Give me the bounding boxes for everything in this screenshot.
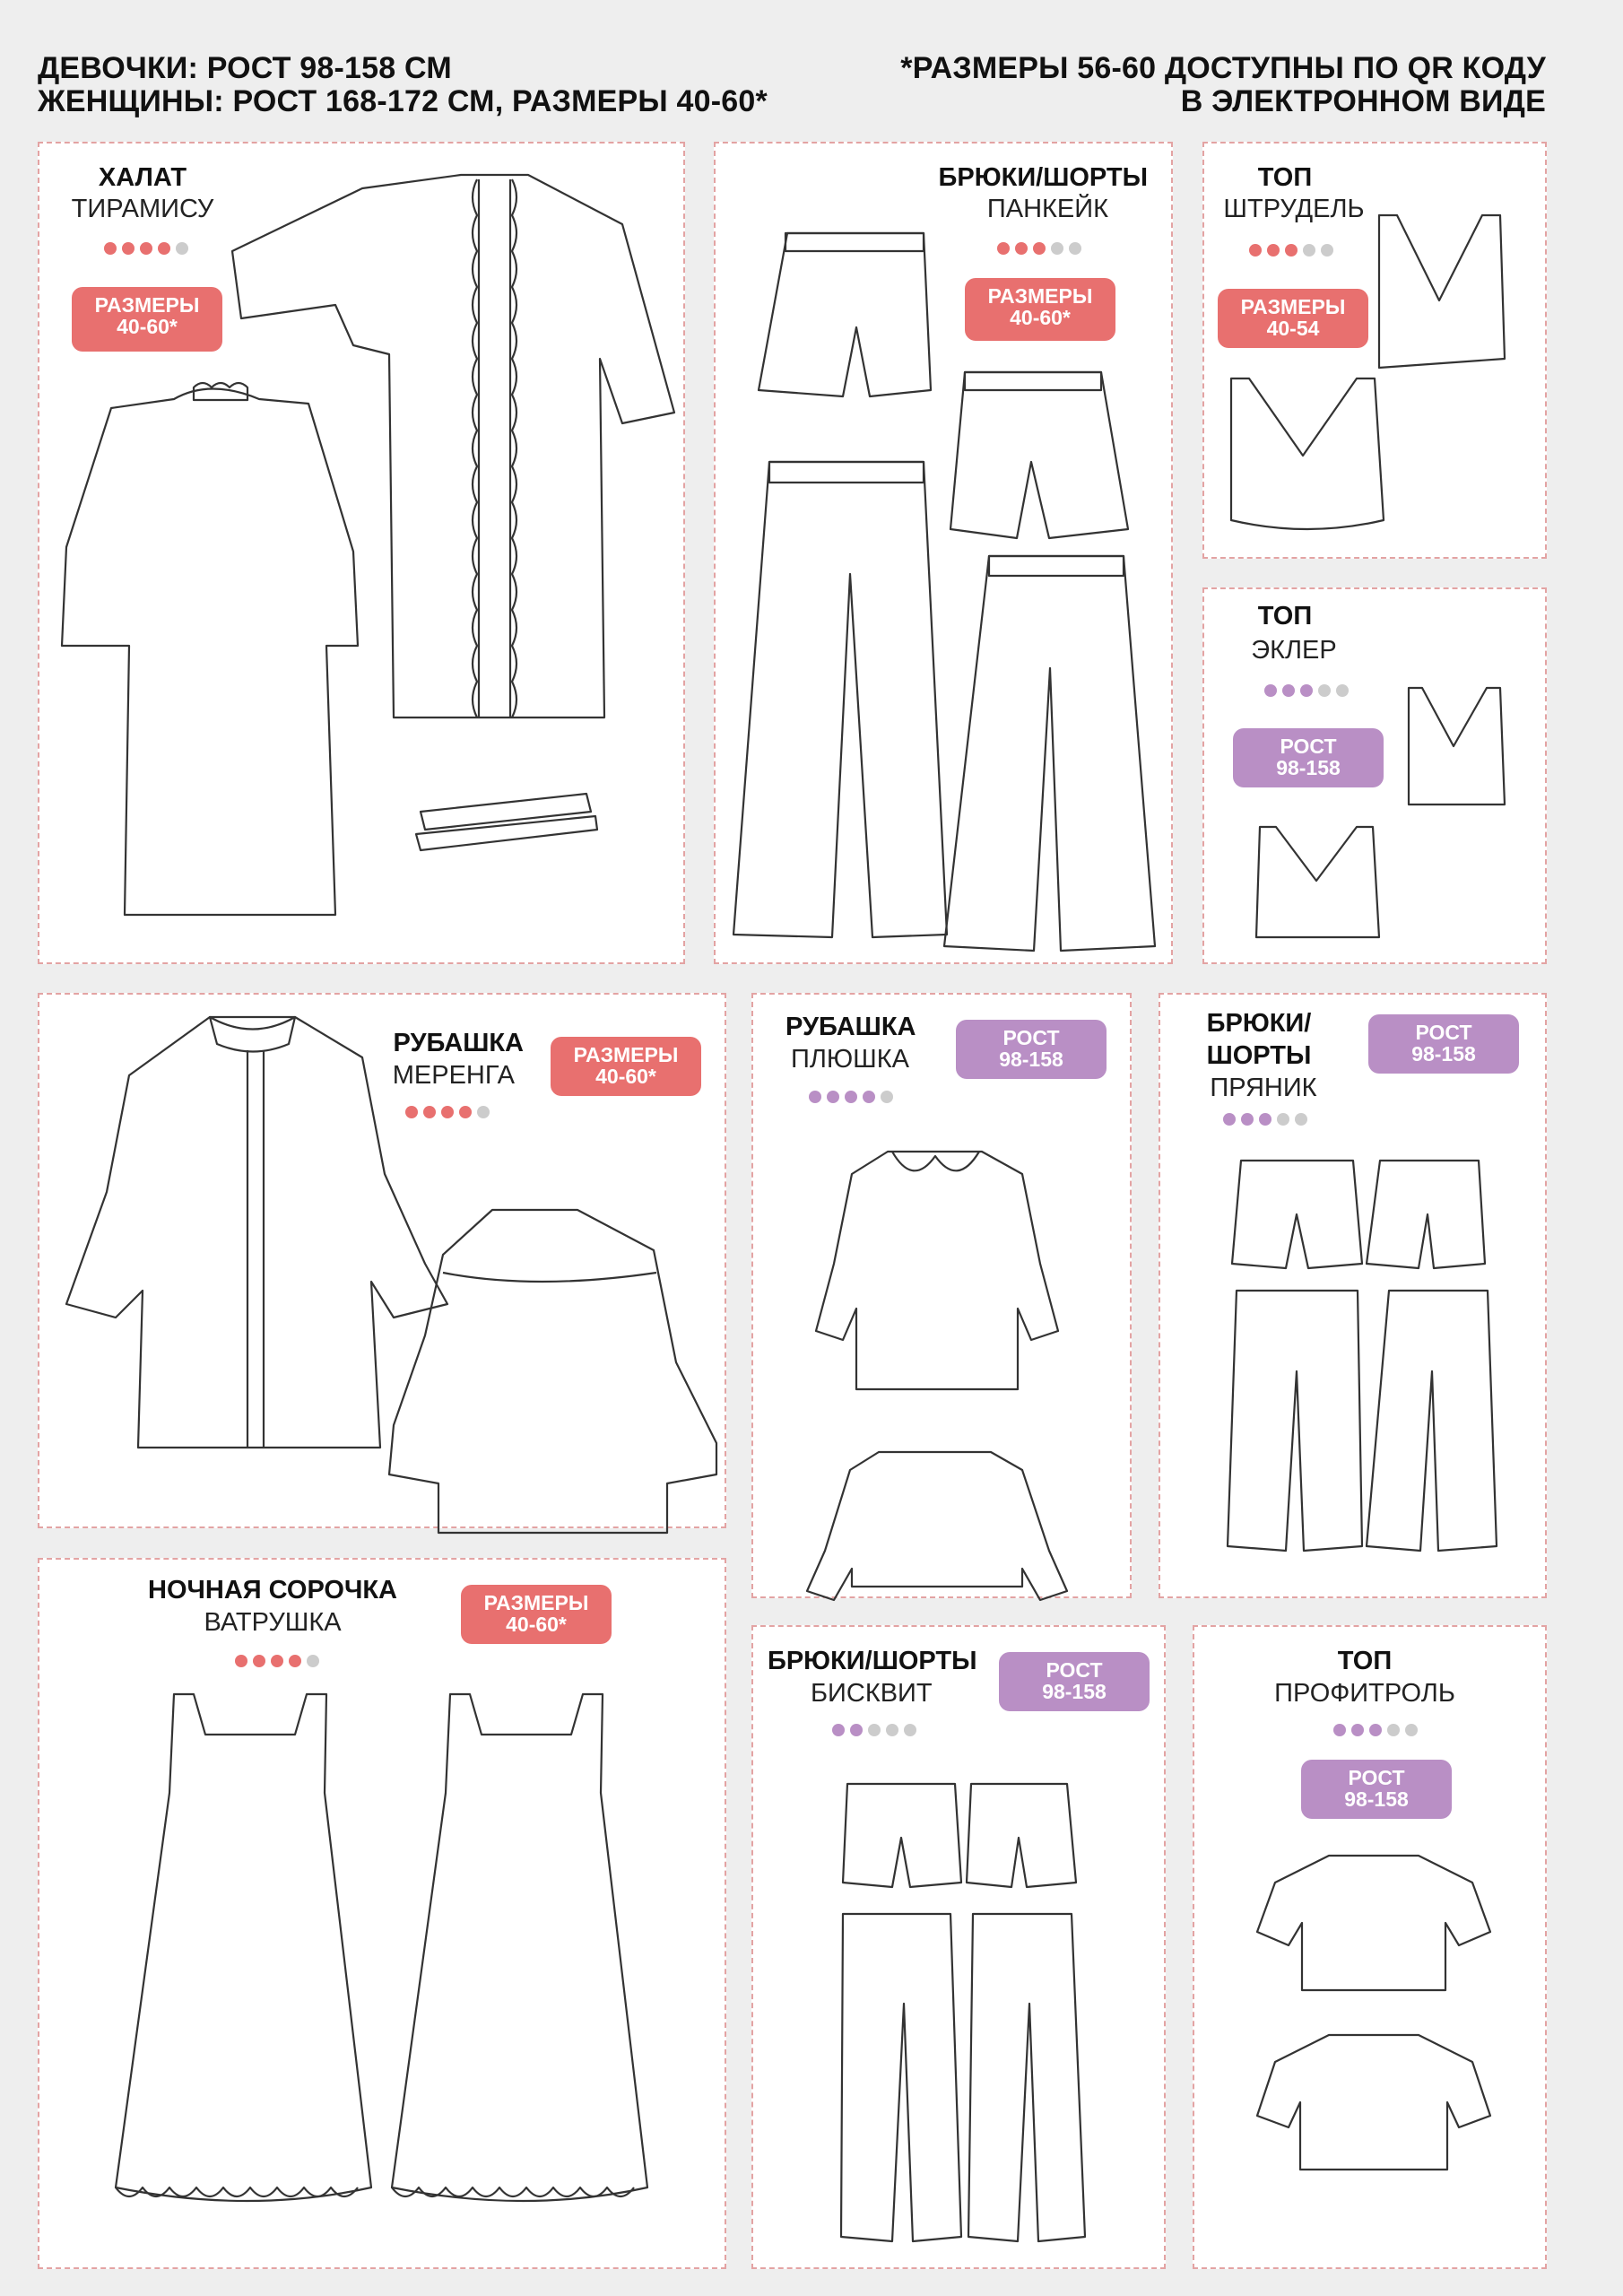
tee-back [1257,2035,1490,2170]
card-title: ТОП [1257,602,1313,631]
card-sorochka-vatrushka [38,1558,726,2269]
gingham-crop-top [1409,688,1505,804]
badge-line-1: РОСТ [1348,1766,1405,1789]
shirt-front [66,1017,447,1448]
card-model-name: ПЛЮШКА [791,1045,909,1074]
blouse-back [807,1452,1067,1600]
card-title: БРЮКИ/ШОРТЫ [938,163,1148,192]
card-title: ТОП [1257,163,1313,192]
shorts-2 [950,372,1128,538]
badge-line-2: 98-158 [1276,756,1341,779]
card-model-name: ЭКЛЕР [1251,636,1337,665]
pants-pryanik-illustration [1160,995,1549,1600]
shirt-back-yoke [443,1273,656,1282]
card-title-line-2: ШОРТЫ [1206,1041,1312,1070]
card-rubashka-plyushka [751,993,1132,1598]
shorts-2-waist [965,372,1101,390]
nightgown-illustration [39,1560,728,2271]
card-model-name: ПРОФИТРОЛЬ [1274,1679,1455,1708]
card-title: БРЮКИ/ШОРТЫ [768,1647,977,1675]
gingham-shorts-1 [1232,1161,1362,1268]
card-top-profitrol [1193,1625,1547,2269]
card-model-name: БИСКВИТ [811,1679,933,1708]
card-model-name: ВАТРУШКА [204,1608,342,1637]
badge-line-2: 40-54 [1266,317,1320,340]
badge-line-1: РАЗМЕРЫ [987,284,1093,308]
header-note-line: *РАЗМЕРЫ 56-60 ДОСТУПНЫ ПО QR КОДУ [900,51,1546,85]
card-title: РУБАШКА [785,1013,916,1041]
gingham-pants-2 [1367,1291,1497,1551]
polka-pants-1 [841,1914,961,2241]
badge-line-2: 98-158 [1344,1787,1409,1811]
badge-line-2: 40-60* [1010,306,1071,329]
card-halat-tiramisu [38,142,685,964]
shirt-plyushka-illustration [753,995,1133,1600]
card-bryuki-pankeik [714,142,1173,964]
trousers-2 [944,556,1155,951]
shirt-merenga-illustration [39,995,728,1530]
badge-line-1: РАЗМЕРЫ [1240,295,1346,318]
pants-shorts-illustration [716,144,1175,966]
robe-kimono-body [232,175,674,718]
nightgown-back [392,1694,647,2201]
badge-line-1: РОСТ [1415,1021,1472,1044]
badge-line-1: РАЗМЕРЫ [483,1591,589,1614]
card-model-name: МЕРЕНГА [392,1061,515,1090]
trousers-1 [733,462,947,937]
robe-ruffle-edge-2 [512,179,516,718]
card-model-name: ПАНКЕЙК [986,195,1108,223]
gingham-shorts-2 [1367,1161,1485,1268]
badge-line-2: 98-158 [1042,1680,1107,1703]
badge-line-1: РОСТ [1280,735,1337,758]
card-top-shtrudel [1202,142,1547,559]
top-shtrudel-illustration [1204,144,1549,561]
nightgown-front [116,1694,371,2201]
badge-line-1: РОСТ [1046,1658,1103,1682]
robe-front-body [62,389,358,916]
pants-biskvit-illustration [753,1627,1167,2271]
card-model-name: ПРЯНИК [1210,1074,1317,1102]
header-left [38,52,768,118]
top-profitrol-illustration [1194,1627,1549,2271]
shirt-placket [247,1050,264,1448]
shirt-collar [210,1017,295,1052]
badge-line-1: РОСТ [1002,1026,1060,1049]
trousers-1-waist [769,462,924,483]
polka-pants-2 [968,1914,1085,2241]
shirt-back [389,1210,716,1533]
badge-line-2: 40-60* [117,315,178,338]
polka-shorts-1 [843,1784,961,1887]
header-note-line-2: В ЭЛЕКТРОННОМ ВИДЕ [1180,84,1546,118]
card-title: НОЧНАЯ СОРОЧКА [148,1576,397,1605]
robe-front-ruffle-band [479,179,510,718]
blouse-front [816,1152,1058,1389]
header-girls-line: ДЕВОЧКИ: РОСТ 98-158 СМ [38,51,452,85]
badge-line-1: РАЗМЕРЫ [94,293,200,317]
header-women-line: ЖЕНЩИНЫ: РОСТ 168-172 СМ, РАЗМЕРЫ 40-60* [38,84,768,118]
card-bryuki-biskvit [751,1625,1166,2269]
badge-line-2: 98-158 [999,1048,1063,1071]
blouse-collar [892,1152,979,1170]
badge-line-2: 40-60* [595,1065,656,1088]
card-bryuki-pryanik [1159,993,1547,1598]
robe-ruffle-edge [473,179,477,718]
shorts-1-waist [785,233,924,251]
robe-illustration [39,144,687,966]
card-model-name: ШТРУДЕЛЬ [1223,195,1365,223]
header-right [900,52,1546,118]
badge-line-2: 98-158 [1411,1042,1476,1065]
polka-shorts-2 [967,1784,1076,1887]
gingham-pants-1 [1228,1291,1362,1551]
trousers-2-waist [989,556,1124,576]
card-top-ekler [1202,587,1547,964]
nightgown-front-ruffle [116,2187,358,2196]
card-title: ХАЛАТ [98,163,187,192]
crop-top-back [1379,215,1505,368]
cami-front [1231,378,1384,529]
robe-belt [416,794,597,850]
shorts-1 [759,233,931,396]
henley-tee [1257,1856,1490,1990]
card-title: РУБАШКА [393,1029,524,1057]
card-model-name: ТИРАМИСУ [71,195,214,223]
card-title: БРЮКИ/ [1206,1009,1312,1038]
badge-line-2: 40-60* [506,1613,567,1636]
card-rubashka-merenga [38,993,726,1528]
badge-line-1: РАЗМЕРЫ [573,1043,679,1066]
gingham-cami [1256,827,1379,937]
top-ekler-illustration [1204,589,1549,966]
card-title: ТОП [1337,1647,1393,1675]
nightgown-back-ruffle [392,2187,634,2196]
